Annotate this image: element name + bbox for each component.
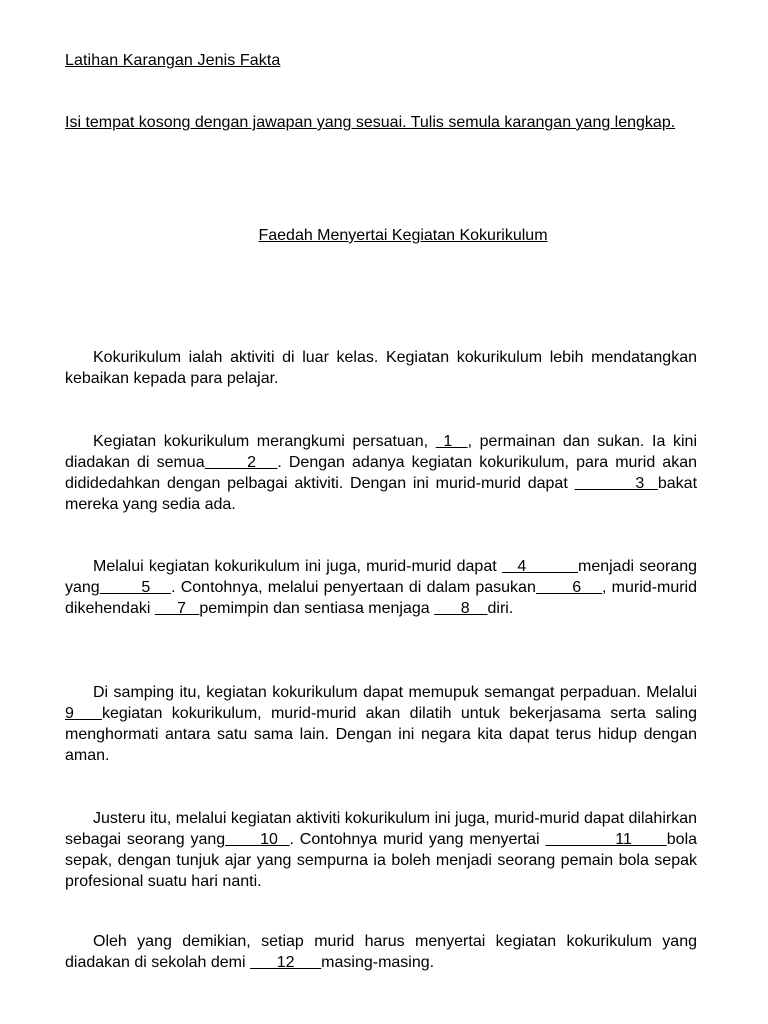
paragraph-text: kegiatan kokurikulum, murid-murid akan dilatih untuk bekerjasama serta saling menghormati antara satu sama lain. Dengan ini negara kita dapat terus hidup dengan aman.	[65, 705, 698, 764]
paragraph-1	[65, 347, 697, 389]
answer-blank[interactable]: 11	[545, 831, 667, 848]
paragraph-text: Melalui kegiatan kokurikulum ini juga, murid-murid dapat	[93, 558, 502, 575]
paragraph-text: masing-masing.	[321, 954, 435, 971]
instruction-text: Isi tempat kosong dengan jawapan yang sesuai. Tulis semula karangan yang lengkap.	[65, 114, 676, 131]
paragraph-text: Justeru itu, melalui kegiatan aktiviti kokurikulum ini juga, murid-murid dapat dilahirkan sebagai seorang yang	[65, 810, 697, 848]
paragraph-text: . Contohnya murid yang menyertai	[289, 831, 546, 848]
essay-heading: Faedah Menyertai Kegiatan Kokurikulum	[258, 227, 548, 244]
document-title: Latihan Karangan Jenis Fakta	[65, 52, 281, 69]
paragraph-text: pemimpin dan sentiasa menjaga	[199, 600, 435, 617]
paragraph-text: Kokurikulum ialah aktiviti di luar kelas. Kegiatan kokurikulum lebih mendatangkan kebaikan kepada para pelajar.	[65, 349, 697, 387]
paragraph-4	[65, 682, 697, 766]
paragraph-text: , permainan dan sukan. Ia kini diadakan di semua	[65, 433, 697, 471]
paragraph-text: diri.	[487, 600, 514, 617]
paragraph-text: Kegiatan kokurikulum merangkumi persatuan,	[93, 433, 436, 450]
paragraph-6	[65, 931, 697, 973]
paragraph-text: bola sepak, dengan tunjuk ajar yang sempurna ia boleh menjadi seorang pemain bola sepak profesional suatu hari nanti.	[65, 831, 698, 890]
paragraph-text: . Contohnya, melalui penyertaan di dalam pasukan	[171, 579, 536, 596]
answer-blank[interactable]: 9	[65, 705, 102, 722]
paragraph-text: , murid-murid dikehendaki	[65, 579, 698, 617]
answer-blank[interactable]: 7	[154, 600, 200, 617]
paragraph-5	[65, 808, 697, 892]
answer-blank[interactable]: 5	[99, 579, 172, 596]
answer-blank[interactable]: 4	[501, 558, 578, 575]
answer-blank[interactable]: 12	[250, 954, 322, 971]
answer-blank[interactable]: 2	[204, 454, 278, 471]
paragraph-3	[65, 556, 697, 619]
paragraph-text: Oleh yang demikian, setiap murid harus menyertai kegiatan kokurikulum yang diadakan di sekolah demi	[65, 933, 697, 971]
answer-blank[interactable]: 1	[435, 433, 468, 450]
paragraph-text: bakat mereka yang sedia ada.	[65, 475, 698, 513]
paragraph-text: . Dengan adanya kegiatan kokurikulum, para murid akan dididedahkan dengan pelbagai aktiviti. Dengan ini murid-murid dapat	[65, 454, 698, 492]
answer-blank[interactable]: 10	[225, 831, 290, 848]
answer-blank[interactable]: 6	[535, 579, 603, 596]
paragraph-2	[65, 431, 697, 515]
answer-blank[interactable]: 3	[574, 475, 658, 492]
paragraph-text: menjadi seorang yang	[65, 558, 698, 596]
paragraph-text: Di samping itu, kegiatan kokurikulum dapat memupuk semangat perpaduan. Melalui	[93, 684, 697, 701]
answer-blank[interactable]: 8	[434, 600, 488, 617]
